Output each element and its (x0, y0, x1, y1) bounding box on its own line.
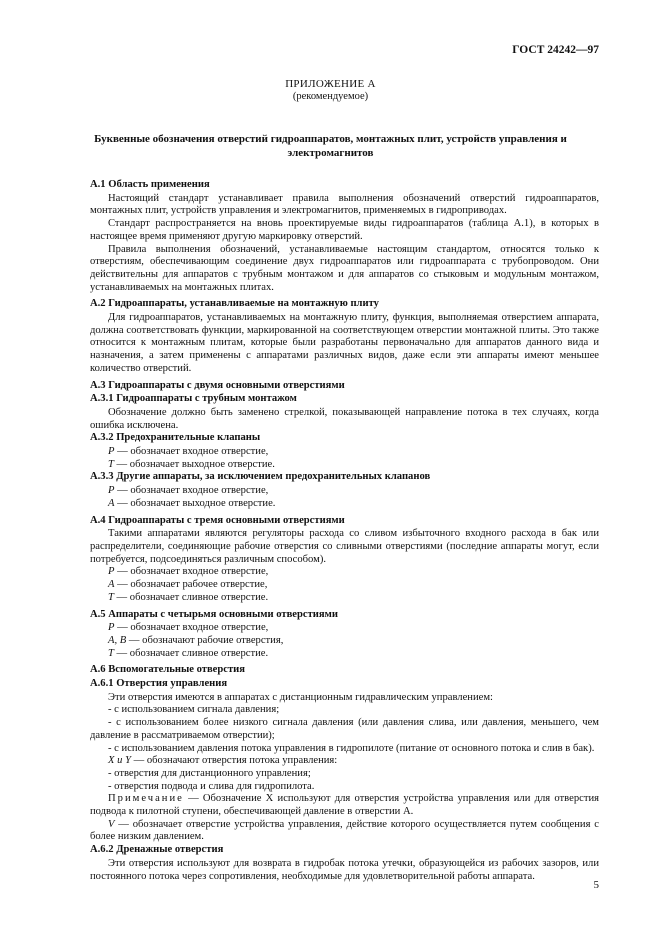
paragraph: Для гидроаппаратов, устанавливаемых на монтажную плиту, функция, выполняемая отверстием аппарата, должна соответствовать функции, маркированной на соответствующем отверстии монтажной плиты. Это также относится к монтажным плитам, которые были разработаны первоначально для аппаратов данного вида и назначения, а затем применены с аппаратами различных видов, даже если эти аппараты имеют меньшее количество отверстий. (90, 312, 599, 374)
port-letter: P (108, 485, 115, 497)
dash-item: - отверстия подвода и слива для гидропилота. (108, 780, 315, 792)
port-letter: P (108, 446, 115, 458)
port-letter: T (108, 591, 114, 603)
port-description: — обозначает выходное отверстие. (114, 497, 276, 509)
list-item (108, 459, 599, 472)
section-heading-a2: А.2 Гидроаппараты, устанавливаемые на монтажную плиту (90, 298, 379, 310)
port-letter: A (108, 497, 115, 509)
section-heading-a6: А.6 Вспомогательные отверстия (90, 664, 246, 676)
paragraph: Эти отверстия имеются в аппаратах с дистанционным гидравлическим управлением: (108, 691, 493, 703)
section-heading-a1: А.1 Область применения (90, 179, 210, 190)
note-label: Примечание (108, 793, 184, 805)
paragraph: Обозначение должно быть заменено стрелкой, показывающей направление потока в тех случаях, когда ошибка исключена. (90, 406, 599, 431)
list-item (108, 592, 599, 605)
dash-item: - с использованием более низкого сигнала давления (или давления слива, или давления, меньшего, чем давление в рассматриваемом отверстии); (90, 717, 599, 741)
port-description: — обозначает сливное отверстие. (113, 647, 269, 659)
list-item (108, 635, 599, 648)
port-letter: P (108, 566, 115, 578)
port-letter: P (108, 622, 115, 634)
port-description: — обозначает выходное отверстие. (113, 458, 275, 470)
subsection-heading-a32: А.3.2 Предохранительные клапаны (90, 432, 261, 444)
section-heading-a3: А.3 Гидроаппараты с двумя основными отверстиями (90, 379, 345, 391)
port-letter: X и Y (108, 755, 131, 767)
paragraph (90, 755, 599, 768)
list-item (108, 622, 599, 635)
document-header: ГОСТ 24242—97 (512, 44, 599, 56)
paragraph (90, 819, 599, 844)
appendix-title: ПРИЛОЖЕНИЕ А (285, 78, 376, 90)
list-item (108, 446, 599, 459)
port-letter: V (108, 818, 115, 830)
port-description: — обозначает входное отверстие, (114, 446, 269, 458)
paragraph: Эти отверстия используют для возврата в гидробак потока утечки, образующейся из рабочих зазоров, или постоянного потока через сопротивления, необходимые для удовлетворительной работы аппарата. (90, 857, 599, 882)
port-description: — обозначает сливное отверстие. (113, 591, 269, 603)
port-letter: T (108, 647, 114, 659)
list-item (108, 648, 599, 661)
paragraph: Такими аппаратами являются регуляторы расхода со сливом избыточного входного расхода в бак или распределители, соединяющие рабочие отверстия со сливными отверстиями (последние аппараты могут, если потребуется, подсоединяться различным способом). (90, 528, 599, 565)
page-number: 5 (593, 879, 599, 891)
port-description: — обозначает входное отверстие, (114, 622, 269, 634)
section-heading-a5: А.5 Аппараты с четырьмя основными отверстиями (90, 608, 338, 620)
subsection-heading-a62: А.6.2 Дренажные отверстия (90, 844, 224, 856)
subsection-heading-a33: А.3.3 Другие аппараты, за исключением предохранительных клапанов (90, 471, 431, 483)
dash-item: - с использованием сигнала давления; (108, 704, 280, 716)
list-item (108, 498, 599, 511)
port-description: — обозначают отверстия потока управления: (130, 755, 338, 767)
appendix-subtitle: (рекомендуемое) (292, 91, 369, 102)
subsection-heading-a31: А.3.1 Гидроаппараты с трубным монтажом (90, 393, 297, 405)
port-letter: T (108, 458, 114, 470)
note (90, 793, 599, 818)
port-description: — обозначает отверстие устройства управления, действие которого осуществляется путем сообщения с более низким давлением. (90, 818, 599, 843)
subsection-heading-a61: А.6.1 Отверстия управления (90, 678, 228, 690)
port-description: — обозначает входное отверстие, (114, 485, 269, 497)
port-letter: A (108, 579, 115, 591)
paragraph: Настоящий стандарт устанавливает правила выполнения обозначений отверстий гидроаппаратов, монтажных плит, устройств управления и электромагнитов, применяемых в гидроприводах. (90, 192, 599, 217)
dash-item: - с использованием давления потока управления в гидропилоте (питание от основного потока и слив в бак). (108, 742, 595, 754)
port-letter: A, B (108, 634, 127, 646)
paragraph: Стандарт распространяется на вновь проектируемые виды гидроаппаратов (таблица А.1), в которых в настоящее время применяют другую маркировку отверстий. (90, 218, 599, 242)
port-description: — обозначают рабочие отверстия, (126, 634, 284, 646)
list-item (108, 579, 599, 592)
list-item (108, 485, 599, 498)
section-heading-a4: А.4 Гидроаппараты с тремя основными отверстиями (90, 514, 345, 526)
list-item (108, 566, 599, 579)
dash-item: - отверстия для дистанционного управления; (108, 767, 311, 779)
document-title: Буквенные обозначения отверстий гидроаппаратов, монтажных плит, устройств управления и электромагнитов (94, 133, 567, 159)
port-description: — обозначает рабочее отверстие, (114, 579, 268, 591)
port-description: — обозначает входное отверстие, (114, 566, 269, 578)
paragraph: Правила выполнения обозначений, устанавливаемые настоящим стандартом, относятся только к отверстиям, обеспечивающим соединение двух гидроаппаратов или гидроаппарата с трубопроводом. Они действительны для аппаратов с трубным монтажом и для аппаратов со стыковым и модульным монтажом, устанавливаемых на монтажных плитах. (90, 243, 599, 293)
document-body (90, 179, 599, 883)
note-text: — Обозначение X используют для отверстия устройства управления или для отверстия подвода к пилотной ступени, обеспечивающей давление в отверстии A. (90, 793, 599, 818)
